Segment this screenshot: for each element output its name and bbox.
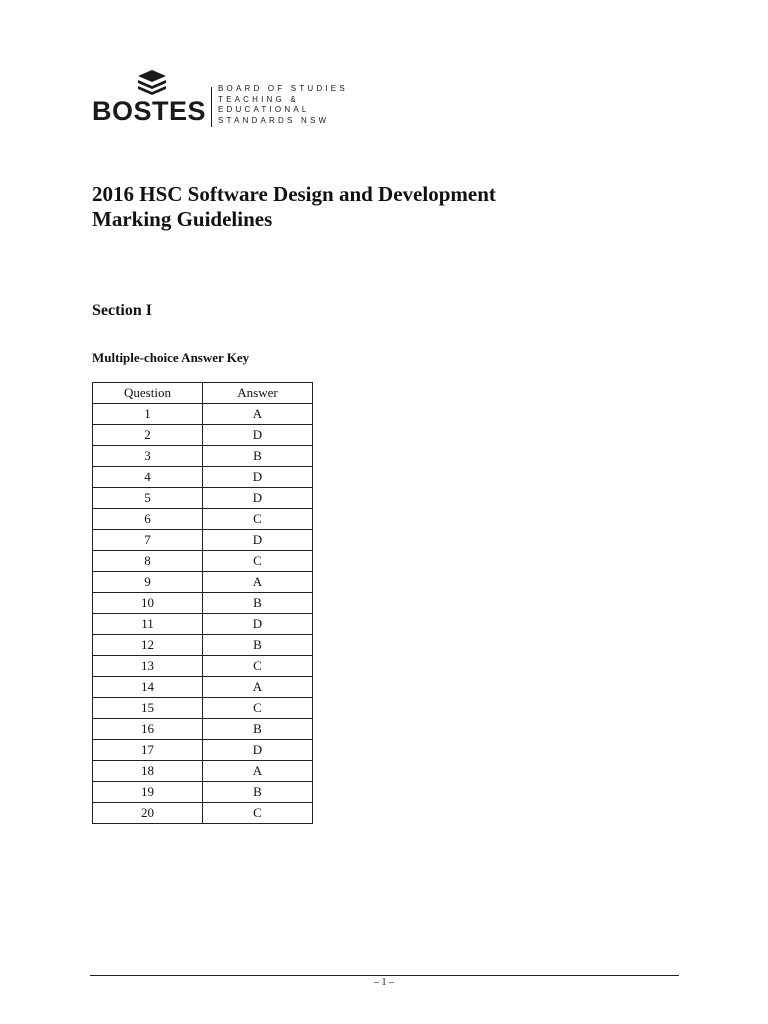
question-number: 12: [93, 635, 203, 656]
title-line-1: 2016 HSC Software Design and Development: [92, 182, 496, 206]
question-number: 9: [93, 572, 203, 593]
answer-letter: D: [203, 614, 313, 635]
question-number: 7: [93, 530, 203, 551]
logo-wordmark: BOSTES: [92, 96, 207, 126]
question-number: 15: [93, 698, 203, 719]
logo-divider: [211, 87, 212, 127]
answer-letter: A: [203, 761, 313, 782]
answer-key-heading: Multiple-choice Answer Key: [92, 350, 250, 365]
table-row: [93, 572, 313, 593]
question-number: 20: [93, 803, 203, 824]
answer-letter: B: [203, 782, 313, 803]
table-row: [93, 782, 313, 803]
document-title: [92, 182, 496, 232]
question-number: 14: [93, 677, 203, 698]
answer-letter: A: [203, 404, 313, 425]
answer-letter: A: [203, 677, 313, 698]
table-row: [93, 803, 313, 824]
bostes-logo: [92, 68, 352, 128]
table-header-row: [93, 383, 313, 404]
table-row: [93, 488, 313, 509]
question-number: 6: [93, 509, 203, 530]
answer-letter: C: [203, 803, 313, 824]
answer-table-body: [93, 404, 313, 824]
answer-letter: D: [203, 530, 313, 551]
answer-letter: A: [203, 572, 313, 593]
question-number: 8: [93, 551, 203, 572]
answer-letter: D: [203, 488, 313, 509]
question-number: 4: [93, 467, 203, 488]
question-number: 10: [93, 593, 203, 614]
answer-letter: C: [203, 551, 313, 572]
question-number: 13: [93, 656, 203, 677]
page-number: – 1 –: [374, 977, 394, 988]
table-row: [93, 719, 313, 740]
table-row: [93, 467, 313, 488]
question-number: 11: [93, 614, 203, 635]
logo-text-line: BOARD OF STUDIES: [218, 84, 348, 93]
section-heading: Section I: [92, 302, 152, 319]
logo-organisation-name: [218, 84, 348, 126]
question-number: 1: [93, 404, 203, 425]
answer-letter: B: [203, 446, 313, 467]
answer-key-table: [92, 382, 313, 824]
footer-divider: [90, 975, 679, 976]
answer-letter: D: [203, 467, 313, 488]
table-row: [93, 698, 313, 719]
table-row: [93, 404, 313, 425]
question-number: 18: [93, 761, 203, 782]
table-row: [93, 761, 313, 782]
logo-text-line: STANDARDS NSW: [218, 115, 330, 125]
answer-letter: B: [203, 719, 313, 740]
logo-text-line: TEACHING &: [218, 94, 299, 104]
table-row: [93, 551, 313, 572]
table-row: [93, 656, 313, 677]
table-row: [93, 530, 313, 551]
table-row: [93, 740, 313, 761]
table-row: [93, 677, 313, 698]
answer-letter: D: [203, 425, 313, 446]
question-number: 3: [93, 446, 203, 467]
question-number: 17: [93, 740, 203, 761]
table-row: [93, 593, 313, 614]
table-row: [93, 425, 313, 446]
column-header-answer: Answer: [203, 383, 313, 404]
column-header-question: Question: [93, 383, 203, 404]
question-number: 19: [93, 782, 203, 803]
stacked-books-icon: [134, 68, 170, 98]
answer-letter: B: [203, 593, 313, 614]
answer-letter: C: [203, 698, 313, 719]
question-number: 16: [93, 719, 203, 740]
answer-letter: C: [203, 656, 313, 677]
table-row: [93, 614, 313, 635]
question-number: 2: [93, 425, 203, 446]
logo-text-line: EDUCATIONAL: [218, 105, 310, 114]
answer-letter: C: [203, 509, 313, 530]
table-row: [93, 635, 313, 656]
answer-letter: B: [203, 635, 313, 656]
table-row: [93, 446, 313, 467]
table-row: [93, 509, 313, 530]
question-number: 5: [93, 488, 203, 509]
title-line-2: Marking Guidelines: [92, 207, 273, 231]
answer-letter: D: [203, 740, 313, 761]
